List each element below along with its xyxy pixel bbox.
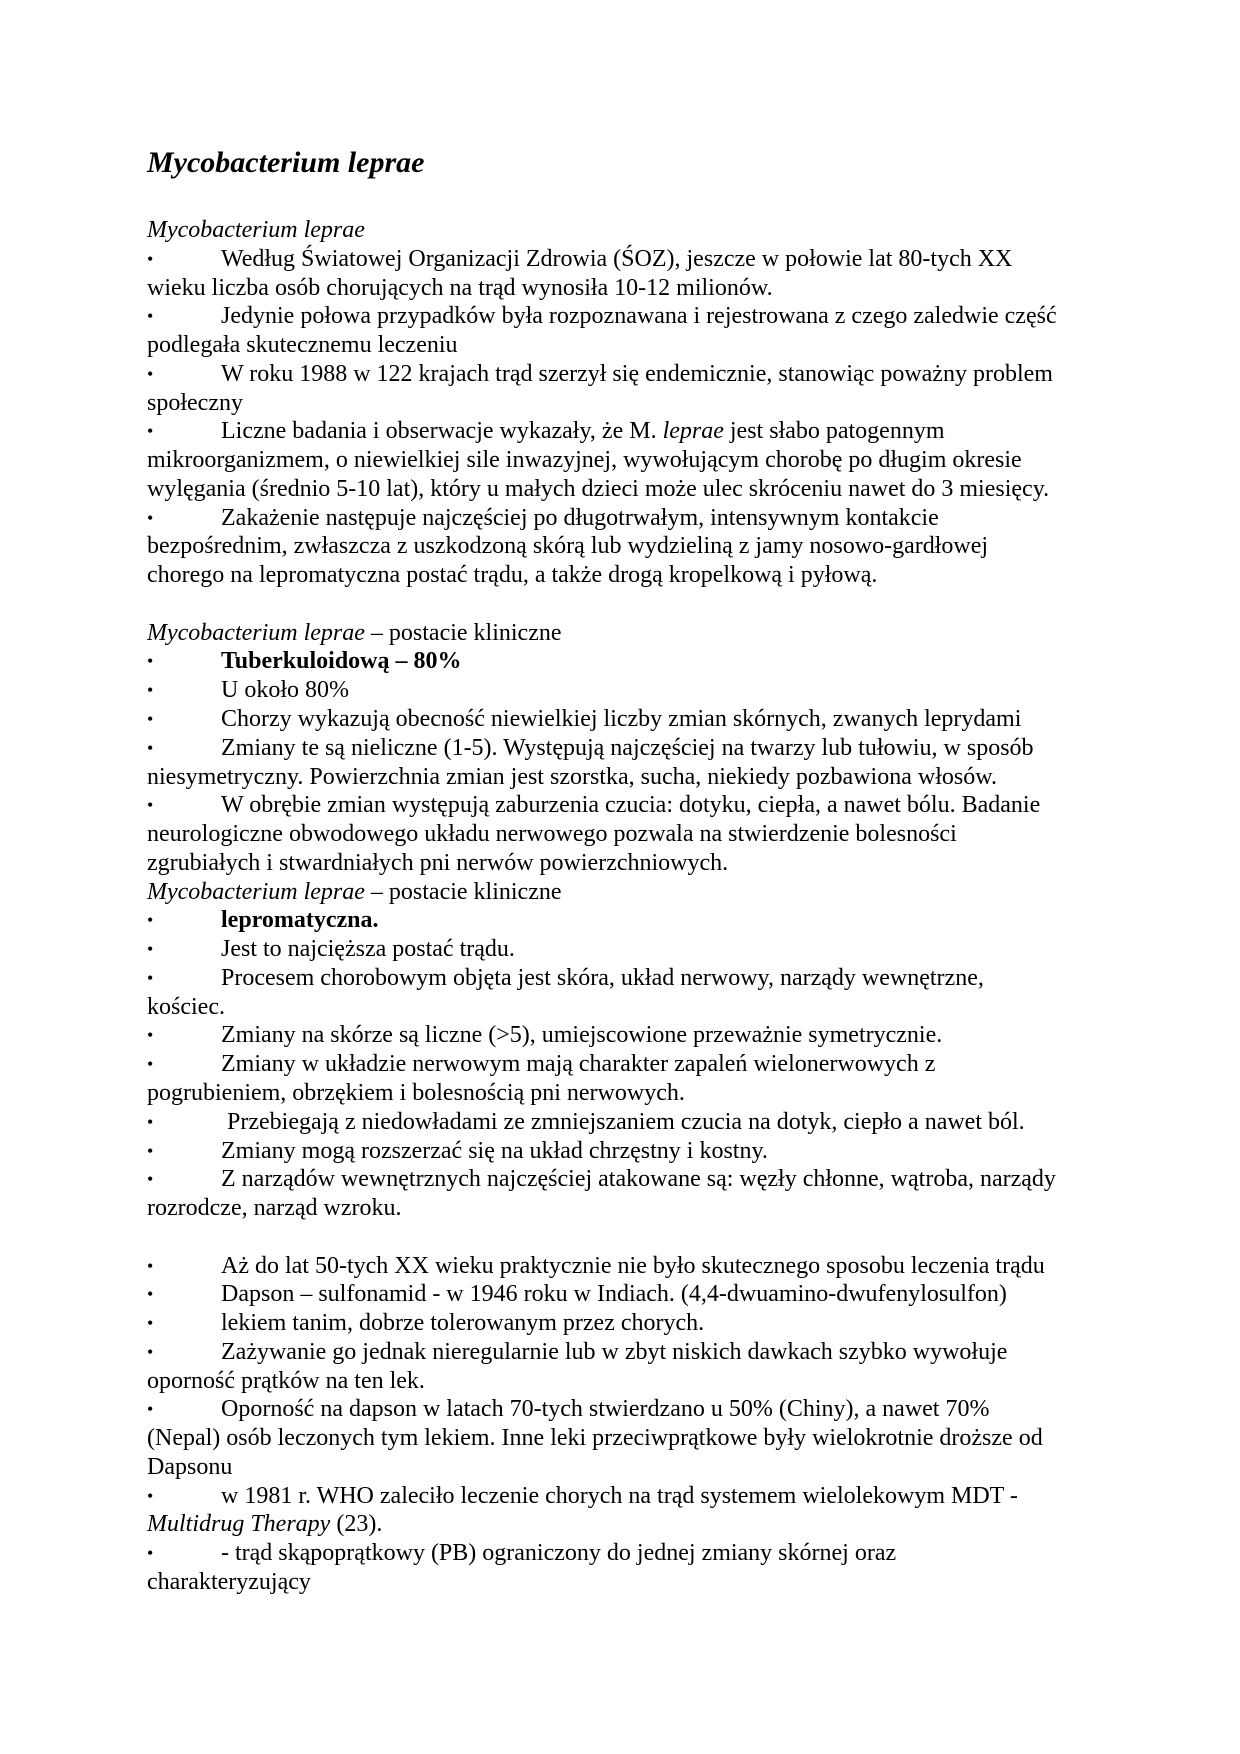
line-text (147, 446, 1022, 475)
text-segment: Zmiany w układzie nerwowym mają charakter zapaleń wielonerwowych z (221, 1051, 936, 1078)
line-text (147, 763, 997, 792)
bullet-icon: • (147, 306, 154, 327)
text-segment: charakteryzujący (147, 1568, 311, 1595)
text-segment: Dapsonu (147, 1453, 233, 1480)
line-text (221, 647, 462, 676)
text-segment: Jest to najcięższa postać trądu. (221, 936, 515, 963)
line-text (221, 734, 1034, 763)
text-segment: niesymetryczny. Powierzchnia zmian jest szorstka, sucha, niekiedy pozbawiona włosów. (147, 763, 997, 790)
line-text (147, 331, 458, 360)
bullet-icon: • (147, 1255, 154, 1276)
line-text (221, 1050, 935, 1079)
bullet-icon: • (147, 1169, 154, 1190)
text-segment: Dapson – sulfonamid - w 1946 roku w Indiach. (4,4-dwuamino-dwufenylosulfon) (221, 1281, 1007, 1308)
line-text (147, 993, 225, 1022)
text-segment: chorego na lepromatyczna postać trądu, a także drogą kropelkową i pyłową. (147, 562, 878, 589)
text-segment: Według Światowej Organizacji Zdrowia (ŚOZ), jeszcze w połowie lat 80-tych XX (221, 245, 1013, 272)
line-text (221, 302, 1057, 331)
line-text (147, 1510, 382, 1539)
bullet-icon: • (147, 363, 154, 384)
text-line (147, 1568, 1107, 1597)
bullet-icon: • (147, 1485, 154, 1506)
text-line (147, 1338, 1107, 1367)
line-text (147, 475, 1049, 504)
text-line (147, 647, 1107, 676)
line-text (221, 935, 515, 964)
text-line (147, 274, 1107, 303)
text-line (147, 734, 1107, 763)
bullet-icon: • (147, 1140, 154, 1161)
text-line (147, 705, 1107, 734)
bullet-icon: • (147, 1341, 154, 1362)
text-line (147, 820, 1107, 849)
text-line (147, 619, 1107, 648)
text-line (147, 1137, 1107, 1166)
line-text (221, 1395, 989, 1424)
line-text (221, 791, 1040, 820)
text-line (147, 1482, 1107, 1511)
line-text (221, 360, 1053, 389)
text-line (147, 935, 1107, 964)
text-segment: Zmiany na skórze są liczne (>5), umiejscowione przeważnie symetrycznie. (221, 1022, 943, 1049)
line-text (221, 1309, 704, 1338)
text-line (147, 561, 1107, 590)
text-line (147, 906, 1107, 935)
line-text (221, 676, 349, 705)
line-text (147, 1079, 685, 1108)
bullet-icon: • (147, 651, 154, 672)
text-line (147, 1050, 1107, 1079)
bullet-icon: • (147, 709, 154, 730)
line-text (221, 1280, 1007, 1309)
text-line (147, 216, 1107, 245)
bullet-icon: • (147, 421, 154, 442)
text-line (147, 360, 1107, 389)
text-segment: bezpośrednim, zwłaszcza z uszkodzoną skórą lub wydzieliną z jamy nosowo-gardłowej (147, 533, 989, 560)
text-line (147, 1021, 1107, 1050)
text-segment: Chorzy wykazują obecność niewielkiej liczby zmian skórnych, zwanych leprydami (221, 706, 1022, 733)
text-segment: Zmiany te są nieliczne (1-5). Występują najczęściej na twarzy lub tułowiu, w sposób (221, 734, 1034, 761)
text-segment: (Nepal) osób leczonych tym lekiem. Inne leki przeciwprątkowe były wielokrotnie droższe od (147, 1425, 1043, 1452)
line-text (147, 389, 243, 418)
line-text (221, 906, 379, 935)
text-line (147, 1165, 1107, 1194)
text-line (147, 504, 1107, 533)
text-segment: pogrubieniem, obrzękiem i bolesnością pni nerwowych. (147, 1079, 685, 1106)
line-text (221, 1539, 896, 1568)
text-line (147, 446, 1107, 475)
text-segment: Zażywanie go jednak nieregularnie lub w zbyt niskich dawkach szybko wywołuje (221, 1338, 1008, 1365)
bullet-icon: • (147, 680, 154, 701)
text-segment: zgrubiałych i stwardniałych pni nerwów powierzchniowych. (147, 849, 729, 876)
text-segment: jest słabo patogennym (723, 418, 945, 445)
line-text (147, 1453, 232, 1482)
text-segment: neurologiczne obwodowego układu nerwowego pozwala na stwierdzenie bolesności (147, 821, 957, 848)
bullet-icon: • (147, 1399, 154, 1420)
text-line (147, 964, 1107, 993)
text-line (147, 1194, 1107, 1223)
text-line (147, 763, 1107, 792)
text-line (147, 389, 1107, 418)
text-segment: Przebiegają z niedowładami ze zmniejszaniem czucia na dotyk, ciepło a nawet ból. (221, 1108, 1025, 1135)
line-text (221, 705, 1021, 734)
blank-line (147, 590, 1107, 619)
text-segment: Oporność na dapson w latach 70-tych stwierdzano u 50% (Chiny), a nawet 70% (221, 1396, 990, 1423)
bullet-icon: • (147, 1543, 154, 1564)
line-text (147, 532, 988, 561)
text-line (147, 1539, 1107, 1568)
bullet-icon: • (147, 1313, 154, 1334)
text-segment: – postacie kliniczne (364, 619, 562, 646)
bullet-icon: • (147, 795, 154, 816)
line-text (147, 216, 365, 245)
italic-text: leprae (662, 418, 724, 445)
text-line (147, 1395, 1107, 1424)
text-line (147, 475, 1107, 504)
line-text (221, 1108, 1025, 1137)
text-segment: Jedynie połowa przypadków była rozpoznawana i rejestrowana z czego zaledwie część (221, 303, 1057, 330)
line-text (147, 878, 562, 907)
italic-text: Mycobacterium leprae (147, 878, 365, 905)
text-line (147, 1510, 1107, 1539)
text-segment: Zakażenie następuje najczęściej po długotrwałym, intensywnym kontakcie (221, 504, 939, 531)
line-text (147, 1367, 425, 1396)
text-segment: – postacie kliniczne (364, 878, 562, 905)
text-line (147, 791, 1107, 820)
line-text (221, 1165, 1056, 1194)
italic-text: Multidrug Therapy (147, 1511, 331, 1538)
text-segment: U około 80% (221, 677, 349, 704)
text-line (147, 1252, 1107, 1281)
line-text (221, 1482, 1018, 1511)
line-text (221, 1021, 942, 1050)
line-text (147, 1568, 311, 1597)
line-text (221, 417, 945, 446)
line-text (221, 964, 984, 993)
bullet-icon: • (147, 1054, 154, 1075)
line-text (147, 1424, 1043, 1453)
line-text (221, 1137, 768, 1166)
line-text (147, 274, 773, 303)
line-text (147, 820, 957, 849)
text-line (147, 993, 1107, 1022)
text-line (147, 1367, 1107, 1396)
italic-text: Mycobacterium leprae (147, 619, 365, 646)
line-text (147, 849, 728, 878)
bullet-icon: • (147, 939, 154, 960)
text-segment: Aż do lat 50-tych XX wieku praktycznie nie było skutecznego sposobu leczenia trądu (221, 1252, 1045, 1279)
line-text (221, 504, 939, 533)
bullet-icon: • (147, 248, 154, 269)
text-segment: podlegała skutecznemu leczeniu (147, 332, 458, 359)
text-segment: społeczny (147, 389, 243, 416)
text-line (147, 1424, 1107, 1453)
bold-text: Tuberkuloidową – 80% (221, 648, 462, 675)
text-segment: W obrębie zmian występują zaburzenia czucia: dotyku, ciepła, a nawet bólu. Badanie (221, 792, 1041, 819)
text-segment: mikroorganizmem, o niewielkiej sile inwazyjnej, wywołującym chorobę po długim okresie (147, 447, 1022, 474)
text-line (147, 532, 1107, 561)
text-line (147, 1108, 1107, 1137)
bullet-icon: • (147, 1284, 154, 1305)
text-segment: lekiem tanim, dobrze tolerowanym przez chorych. (221, 1310, 705, 1337)
text-line (147, 417, 1107, 446)
text-line (147, 849, 1107, 878)
italic-text: Mycobacterium leprae (147, 217, 365, 243)
text-segment: Zmiany mogą rozszerzać się na układ chrzęstny i kostny. (221, 1137, 768, 1164)
line-text (221, 1252, 1045, 1281)
bold-text: lepromatyczna. (221, 907, 379, 934)
text-segment: Z narządów wewnętrznych najczęściej atakowane są: węzły chłonne, wątroba, narządy (221, 1166, 1056, 1193)
text-line (147, 676, 1107, 705)
text-line (147, 331, 1107, 360)
text-line (147, 1453, 1107, 1482)
text-segment: oporność prątków na ten lek. (147, 1367, 425, 1394)
text-line (147, 1079, 1107, 1108)
text-line (147, 1280, 1107, 1309)
text-segment: wieku liczba osób chorujących na trąd wynosiła 10-12 milionów. (147, 274, 773, 301)
text-line (147, 302, 1107, 331)
line-text (147, 619, 562, 648)
line-text (147, 561, 877, 590)
bullet-icon: • (147, 967, 154, 988)
text-segment: W roku 1988 w 122 krajach trąd szerzył się endemicznie, stanowiąc poważny problem (221, 360, 1053, 387)
text-segment: wylęgania (średnio 5-10 lat), który u małych dzieci może ulec skróceniu nawet do 3 miesięcy. (147, 475, 1050, 502)
document-title: Mycobacterium leprae (147, 146, 425, 179)
text-segment: (23). (330, 1511, 383, 1538)
document-body (147, 216, 1107, 1597)
bullet-icon: • (147, 910, 154, 931)
text-segment: - trąd skąpoprątkowy (PB) ograniczony do jednej zmiany skórnej oraz (221, 1540, 897, 1567)
line-text (221, 1338, 1007, 1367)
bullet-icon: • (147, 1025, 154, 1046)
text-segment: rozrodcze, narząd wzroku. (147, 1195, 402, 1222)
text-line (147, 245, 1107, 274)
bullet-icon: • (147, 507, 154, 528)
text-line (147, 1309, 1107, 1338)
text-segment: Procesem chorobowym objęta jest skóra, układ nerwowy, narządy wewnętrzne, (221, 964, 984, 991)
text-segment: kościec. (147, 993, 225, 1020)
bullet-icon: • (147, 737, 154, 758)
bullet-icon: • (147, 1111, 154, 1132)
line-text (147, 1194, 402, 1223)
text-segment: Liczne badania i obserwacje wykazały, że M. (221, 418, 663, 445)
line-text (221, 245, 1012, 274)
text-segment: w 1981 r. WHO zaleciło leczenie chorych na trąd systemem wielolekowym MDT - (221, 1482, 1018, 1509)
blank-line (147, 1223, 1107, 1252)
text-line (147, 878, 1107, 907)
